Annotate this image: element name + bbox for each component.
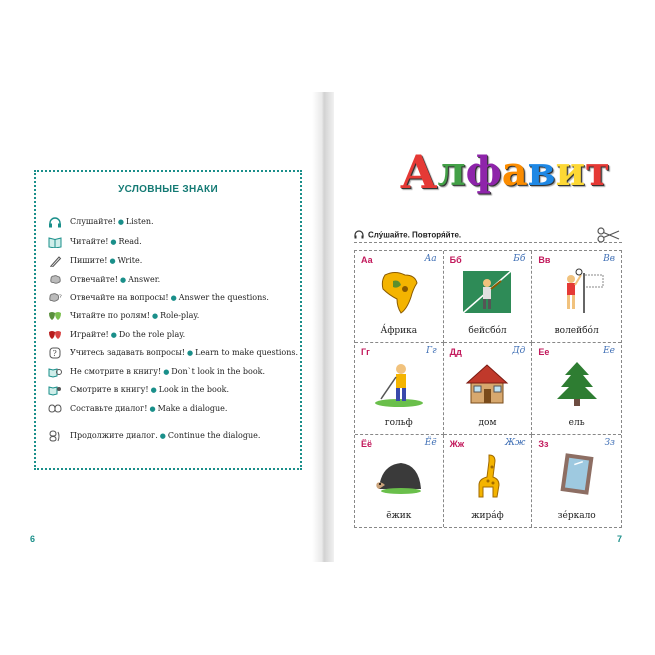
bullet-dot: ●	[163, 368, 170, 376]
card-word: ель	[568, 418, 585, 428]
card-word: волейбо́л	[554, 326, 599, 336]
legend-item-en: Continue the dialogue.	[167, 431, 261, 440]
svg-text:?: ?	[59, 294, 62, 300]
card-letter: Жж	[449, 439, 465, 449]
legend-item-ru: Читайте по ролям!	[70, 311, 150, 320]
listen-repeat-instruction	[354, 230, 461, 241]
legend-box	[34, 170, 302, 470]
card-cursive-letter: Гг	[426, 346, 437, 356]
alphabet-title	[400, 145, 610, 200]
legend-item	[48, 310, 199, 322]
legend-item-ru: Читайте!	[70, 237, 109, 246]
legend-item-en: Listen.	[125, 217, 154, 226]
cut-line	[354, 242, 622, 243]
legend-item-en: Answer the questions.	[178, 293, 269, 302]
africa-map-icon	[371, 267, 427, 317]
crown-masks-icon	[48, 329, 62, 341]
title-letter: ф	[465, 148, 502, 195]
legend-item-en: Answer.	[128, 275, 161, 284]
golfer-icon	[371, 359, 427, 409]
headphones-icon	[354, 230, 364, 241]
alphabet-card	[532, 343, 621, 435]
card-cursive-letter: Вв	[603, 254, 615, 264]
alphabet-card	[532, 251, 621, 343]
question-cloud-icon	[48, 292, 62, 304]
card-letter: Ее	[538, 347, 550, 357]
headphones-icon	[48, 216, 62, 228]
legend-item-en: Don`t look in the book.	[171, 367, 266, 376]
card-word: дом	[478, 418, 497, 428]
volleyball-player-icon	[549, 267, 605, 317]
card-word: жира́ф	[471, 511, 504, 521]
dialogue-icon	[48, 403, 62, 415]
title-letter: А	[400, 145, 438, 199]
legend-item-ru: Пишите!	[70, 256, 108, 265]
bullet-dot: ●	[117, 218, 124, 226]
legend-item	[48, 347, 298, 359]
title-letter: т	[585, 148, 610, 195]
fir-tree-icon	[549, 359, 605, 409]
hedgehog-icon	[371, 451, 427, 501]
giraffe-icon	[459, 451, 515, 501]
legend-item-ru: Учитесь задавать вопросы!	[70, 348, 186, 357]
alphabet-card	[444, 251, 533, 343]
card-cursive-letter: Зз	[604, 438, 615, 448]
legend-item	[48, 274, 160, 286]
legend-item	[48, 384, 229, 396]
book-icon	[48, 236, 62, 248]
bullet-dot: ●	[120, 276, 127, 284]
card-cursive-letter: Аа	[424, 254, 437, 264]
bullet-dot: ●	[150, 386, 157, 394]
legend-item-ru: Смотрите в книгу!	[70, 385, 149, 394]
legend-item	[48, 329, 185, 341]
card-letter: Дд	[449, 347, 462, 357]
bullet-dot: ●	[110, 331, 117, 339]
card-letter: Аа	[361, 255, 373, 265]
baseball-player-icon	[459, 267, 515, 317]
question-mark-icon	[48, 347, 62, 359]
legend-item-en: Learn to make questions.	[195, 348, 299, 357]
alphabet-card	[444, 435, 533, 527]
svg-text:?: ?	[52, 349, 57, 358]
legend-item-ru: Не смотрите в книгу!	[70, 367, 162, 376]
card-word: ёжик	[386, 511, 412, 521]
alphabet-card	[355, 343, 444, 435]
card-word: А́фрика	[380, 326, 418, 336]
house-icon	[459, 359, 515, 409]
bullet-dot: ●	[110, 238, 117, 246]
title-letter: л	[437, 148, 466, 195]
page-number-right: 7	[617, 534, 623, 544]
legend-item	[48, 292, 269, 304]
continue-dialogue-icon	[48, 430, 62, 442]
legend-item-ru: Слушайте!	[70, 217, 116, 226]
legend-item	[48, 255, 142, 267]
speech-cloud-icon	[48, 274, 62, 286]
bullet-dot: ●	[151, 312, 159, 320]
no-book-icon	[48, 366, 62, 378]
masks-icon	[48, 310, 62, 322]
alphabet-card-grid	[354, 250, 622, 528]
bullet-dot: ●	[187, 349, 194, 357]
legend-item-ru: Составьте диалог!	[70, 404, 148, 413]
alphabet-card	[532, 435, 621, 527]
legend-item-ru: Играйте!	[70, 330, 109, 339]
card-letter: Зз	[538, 439, 549, 449]
legend-item-en: Role-play.	[160, 311, 200, 320]
legend-item-en: Write.	[117, 256, 143, 265]
legend-item-en: Make a dialogue.	[157, 404, 228, 413]
card-letter: Вв	[538, 255, 551, 265]
legend-item	[48, 430, 260, 442]
bullet-dot: ●	[159, 432, 166, 440]
card-cursive-letter: Ёё	[424, 438, 437, 448]
card-cursive-letter: Ее	[603, 346, 615, 356]
legend-title: УСЛОВНЫЕ ЗНАКИ	[118, 184, 218, 195]
pen-icon	[48, 255, 62, 267]
legend-item	[48, 403, 227, 415]
title-letter: в	[527, 148, 556, 195]
instruction-text: Слу́шайте. Повторя́йте.	[368, 230, 462, 240]
bullet-dot: ●	[109, 257, 116, 265]
scissors-icon	[596, 227, 620, 243]
legend-item-ru: Отвечайте!	[70, 275, 118, 284]
title-letter: и	[555, 148, 586, 195]
alphabet-card	[444, 343, 533, 435]
card-cursive-letter: Бб	[513, 254, 526, 264]
legend-item-en: Read.	[118, 237, 142, 246]
card-word: гольф	[384, 418, 413, 428]
legend-item	[48, 236, 142, 248]
title-letter: а	[501, 148, 528, 195]
legend-item	[48, 366, 265, 378]
card-letter: Гг	[361, 347, 370, 357]
card-letter: Бб	[449, 255, 462, 265]
legend-item-en: Look in the book.	[158, 385, 230, 394]
alphabet-card	[355, 435, 444, 527]
legend-item	[48, 216, 154, 228]
card-word: бейсбо́л	[468, 326, 507, 336]
page-number-left: 6	[30, 534, 36, 544]
card-letter: Ёё	[361, 439, 373, 449]
legend-item-ru: Продолжите диалог.	[70, 431, 158, 440]
alphabet-card	[355, 251, 444, 343]
card-word: зе́ркало	[557, 511, 596, 521]
book-gutter	[312, 92, 334, 562]
legend-item-en: Do the role play.	[118, 330, 186, 339]
card-cursive-letter: Дд	[512, 346, 526, 356]
mirror-icon	[549, 451, 605, 501]
look-book-icon	[48, 384, 62, 396]
bullet-dot: ●	[170, 294, 177, 302]
card-cursive-letter: Жж	[504, 438, 526, 448]
legend-item-ru: Отвечайте на вопросы!	[70, 293, 169, 302]
bullet-dot: ●	[149, 405, 156, 413]
